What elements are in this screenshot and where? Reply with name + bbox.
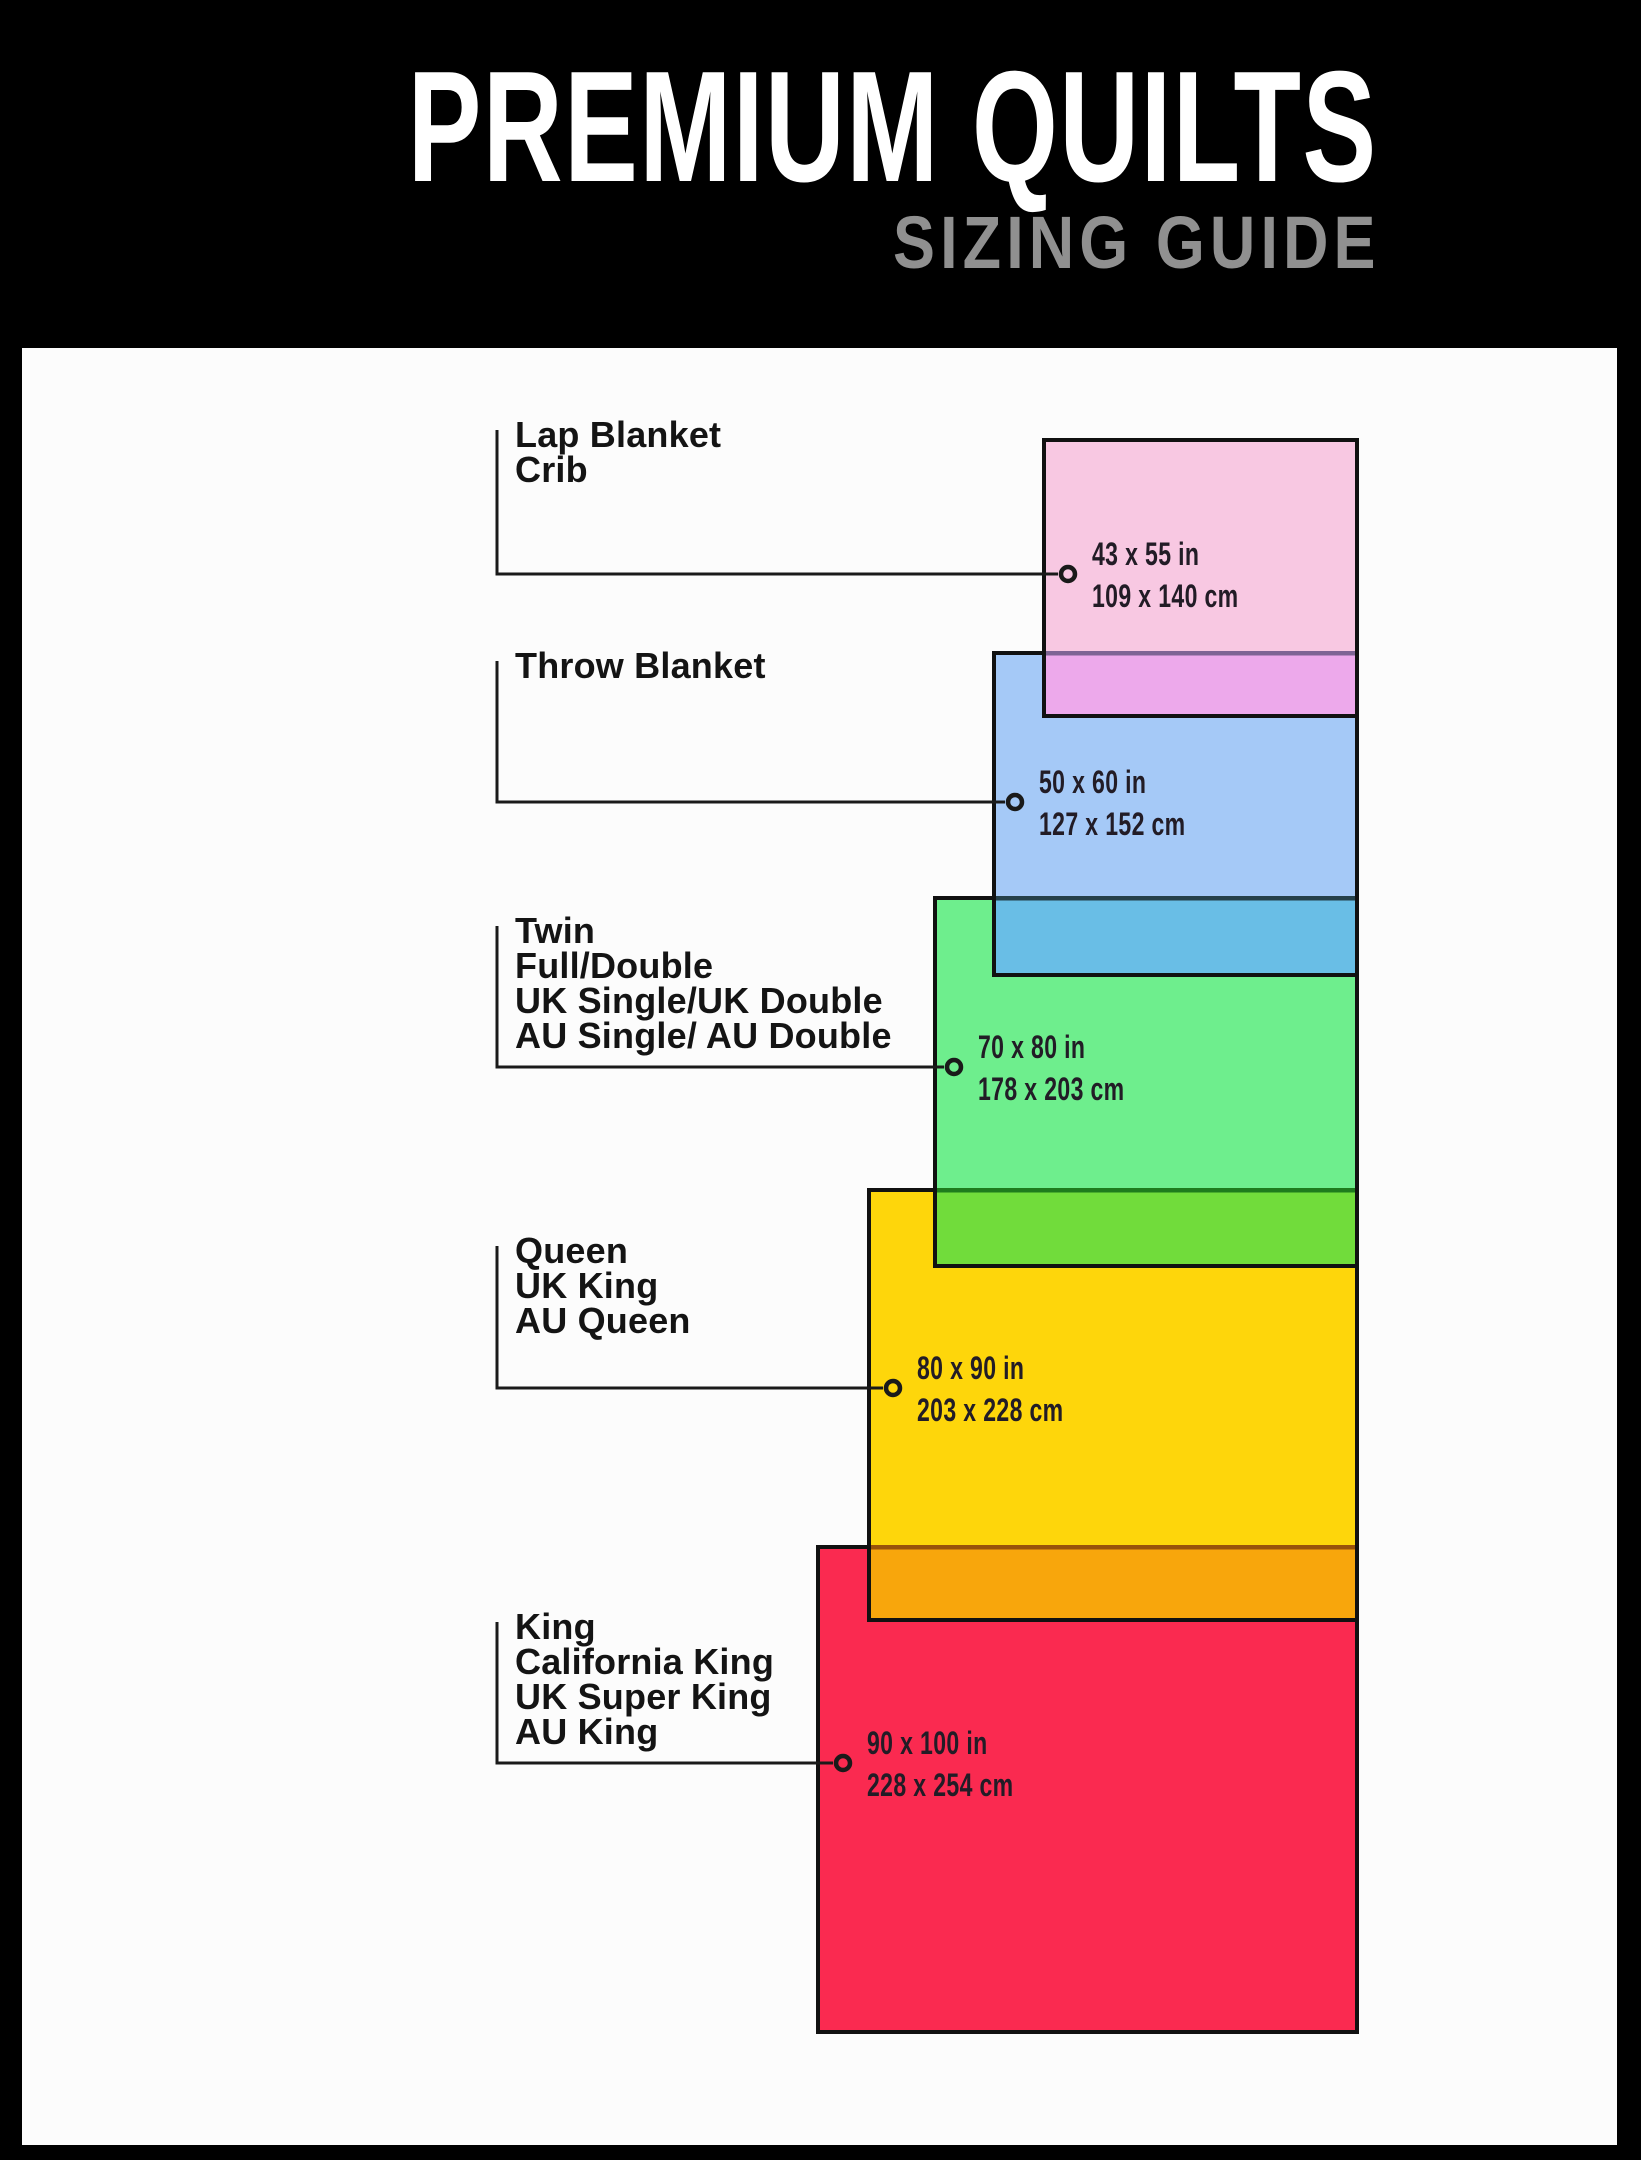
size-label-line: AU King [515, 1711, 659, 1752]
size-dimensions-lap-crib [1092, 533, 1239, 617]
size-inches: 43 x 55 in [1092, 536, 1200, 572]
size-label-line: Twin [515, 910, 596, 951]
size-label-line: Throw Blanket [515, 645, 766, 686]
size-dimensions-king [867, 1722, 1014, 1806]
size-label-line: Full/Double [515, 945, 714, 986]
size-dimensions-throw [1039, 761, 1186, 845]
size-label-line: AU Single/ AU Double [515, 1015, 892, 1056]
size-label-line: UK King [515, 1265, 659, 1306]
size-dimensions-queen [917, 1347, 1064, 1431]
size-inches: 70 x 80 in [978, 1029, 1086, 1065]
size-inches: 80 x 90 in [917, 1350, 1025, 1386]
size-label-line: Crib [515, 449, 588, 490]
size-label-line: AU Queen [515, 1300, 691, 1341]
size-label-line: Queen [515, 1230, 629, 1271]
size-labels-king [515, 1606, 775, 1752]
size-label-line: UK Single/UK Double [515, 980, 883, 1021]
size-label-line: King [515, 1606, 596, 1647]
page-title: PREMIUM QUILTS [408, 39, 1378, 215]
size-cm: 203 x 228 cm [917, 1392, 1064, 1428]
size-inches: 50 x 60 in [1039, 764, 1147, 800]
size-dimensions-twin [978, 1026, 1125, 1110]
size-cm: 127 x 152 cm [1039, 806, 1186, 842]
size-labels-twin [515, 910, 892, 1056]
size-label-line: Lap Blanket [515, 414, 722, 455]
page-subtitle: SIZING GUIDE [893, 201, 1381, 284]
size-labels-lap-crib [515, 414, 722, 490]
size-cm: 109 x 140 cm [1092, 578, 1239, 614]
size-cm: 178 x 203 cm [978, 1071, 1125, 1107]
size-cm: 228 x 254 cm [867, 1767, 1014, 1803]
size-labels-queen [515, 1230, 691, 1341]
size-labels-throw [515, 645, 766, 686]
size-label-line: UK Super King [515, 1676, 772, 1717]
size-inches: 90 x 100 in [867, 1725, 988, 1761]
size-label-line: California King [515, 1641, 775, 1682]
